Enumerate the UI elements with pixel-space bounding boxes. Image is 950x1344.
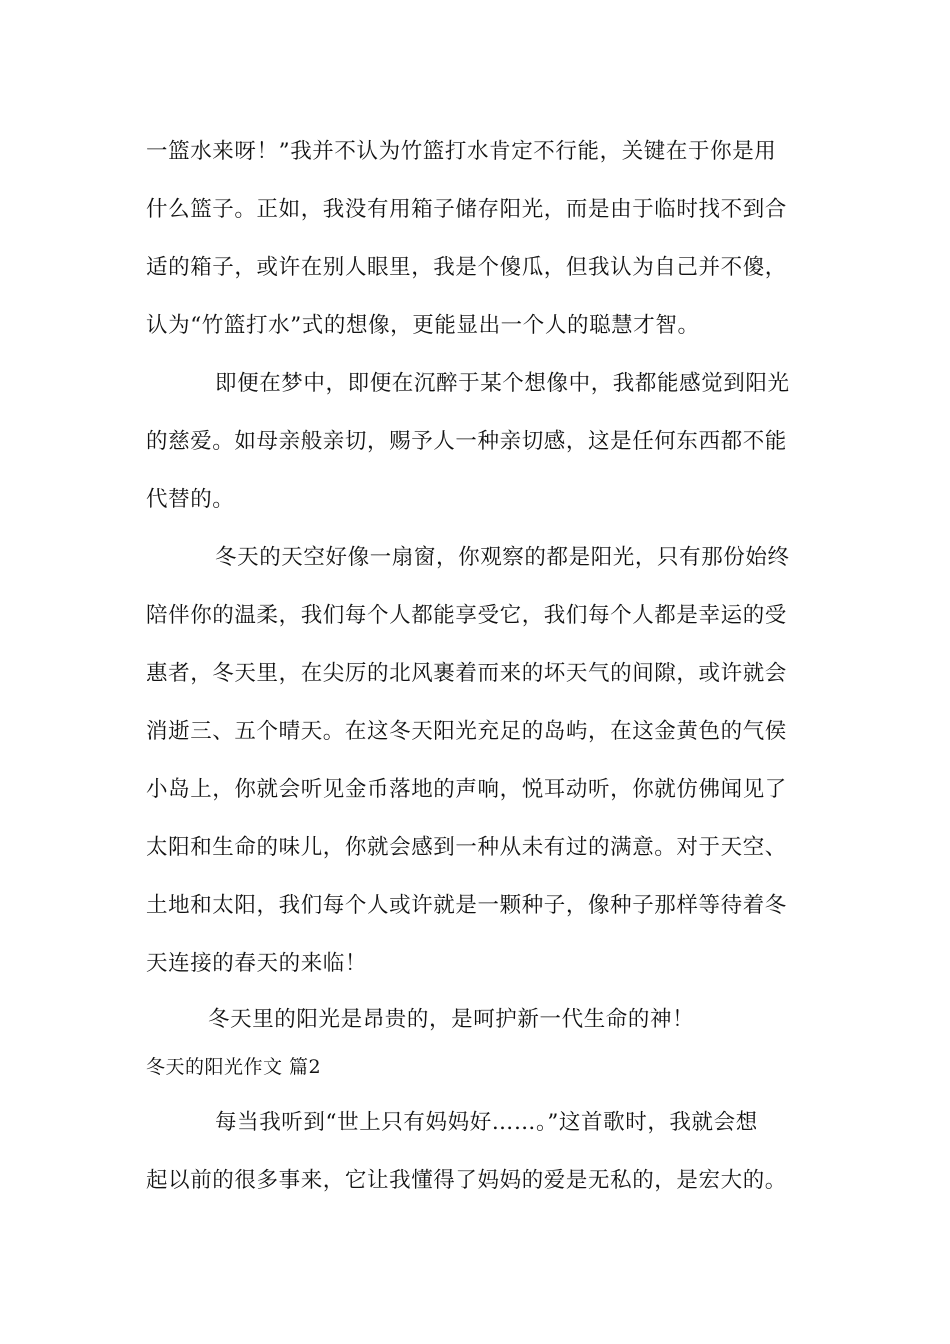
- paragraph-1-line-2: 什么篮子。正如，我没有用箱子储存阳光，而是由于临时找不到合: [146, 197, 787, 222]
- paragraph-3-line-2: 陪伴你的温柔，我们每个人都能享受它，我们每个人都是幸运的受: [146, 603, 787, 628]
- paragraph-1-line-3: 适的箱子，或许在别人眼里，我是个傻瓜，但我认为自己并不傻，: [146, 255, 787, 280]
- paragraph-4-line-1: 冬天里的阳光是昂贵的，是呵护新一代生命的神！: [208, 1007, 695, 1032]
- paragraph-3-line-3: 惠者，冬天里，在尖厉的北风裹着而来的坏天气的间隙，或许就会: [146, 661, 787, 686]
- paragraph-3-line-7: 土地和太阳，我们每个人或许就是一颗种子，像种子那样等待着冬: [146, 893, 787, 918]
- paragraph-2-line-3: 代替的。: [146, 487, 235, 512]
- paragraph-2-line-2: 的慈爱。如母亲般亲切，赐予人一种亲切感，这是任何东西都不能: [146, 429, 787, 454]
- section-paragraph-line-2: 起以前的很多事来，它让我懂得了妈妈的爱是无私的，是宏大的。: [146, 1168, 787, 1193]
- paragraph-3-line-8: 天连接的春天的来临！: [146, 951, 368, 976]
- paragraph-2-line-1: 即便在梦中，即便在沉醉于某个想像中，我都能感觉到阳光: [215, 371, 790, 396]
- paragraph-3-line-6: 太阳和生命的味儿，你就会感到一种从未有过的满意。对于天空、: [146, 835, 787, 860]
- paragraph-1-line-4: 认为“竹篮打水”式的想像，更能显出一个人的聪慧才智。: [146, 313, 700, 338]
- section-paragraph-line-1: 每当我听到“世上只有妈妈好……。”这首歌时，我就会想: [215, 1110, 758, 1135]
- paragraph-3-line-5: 小岛上，你就会听见金币落地的声响，悦耳动听，你就仿佛闻见了: [146, 777, 787, 802]
- paragraph-3-line-1: 冬天的天空好像一扇窗，你观察的都是阳光，只有那份始终: [215, 545, 790, 570]
- section-heading: 冬天的阳光作文 篇2: [146, 1056, 322, 1078]
- paragraph-3-line-4: 消逝三、五个晴天。在这冬天阳光充足的岛屿，在这金黄色的气侯: [146, 719, 787, 744]
- paragraph-1-line-1: 一篮水来呀！”我并不认为竹篮打水肯定不行能，关键在于你是用: [146, 139, 777, 164]
